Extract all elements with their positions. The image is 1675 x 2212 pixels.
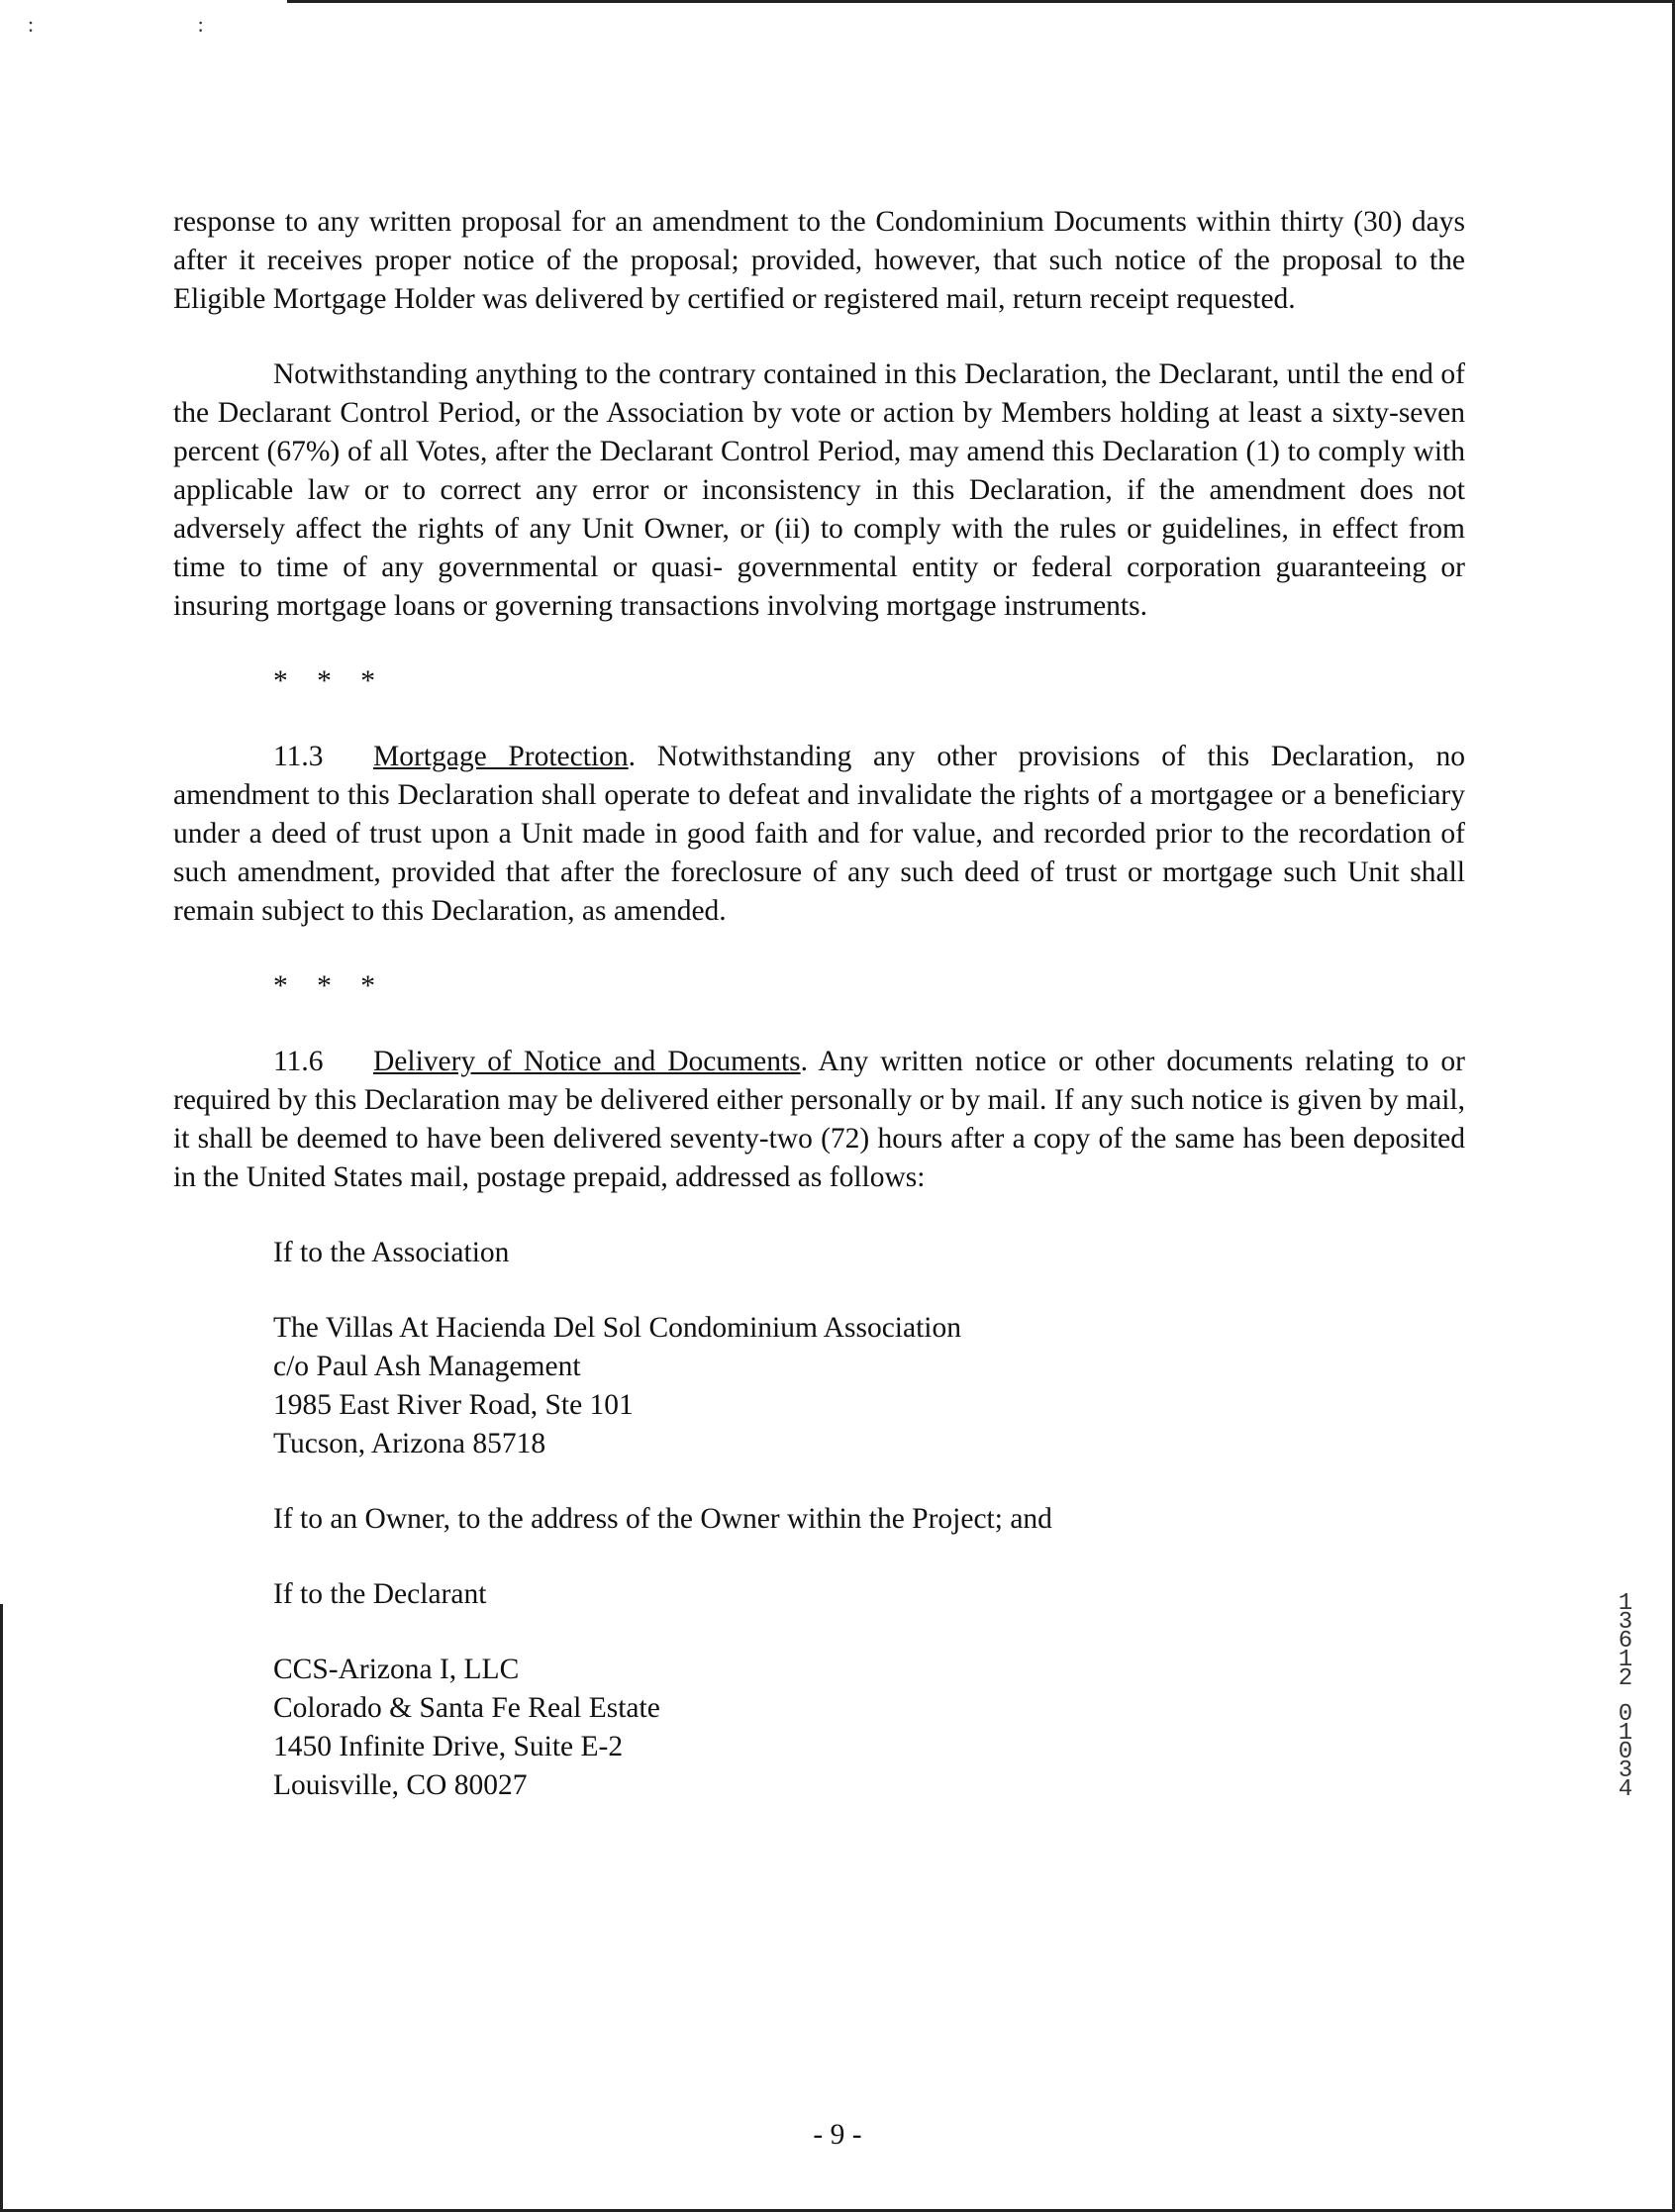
section-title: Delivery of Notice and Documents [373, 1046, 801, 1077]
bates-digit: 1 [1618, 1590, 1633, 1617]
bates-digit: 1 [1618, 1720, 1633, 1747]
address-line: 1985 East River Road, Ste 101 [273, 1389, 634, 1421]
bates-digit: 0 [1618, 1701, 1633, 1728]
bates-digit: 2 [1618, 1665, 1633, 1692]
address-line: Colorado & Santa Fe Real Estate [273, 1692, 660, 1724]
address-line: Tucson, Arizona 85718 [273, 1428, 546, 1459]
paragraph-continuation: response to any written proposal for an amendment to the Condominium Documents within thirty (30) days after it receives proper notice of the proposal; provided, however, that such notice of the proposal to the Eligible Mortgage Holder was delivered by certified or registered mail, return receipt requested. [173, 206, 1465, 315]
scan-edge-top [287, 0, 1675, 3]
section-number: 11.6 [273, 1046, 324, 1077]
page-number: - 9 - [813, 2119, 862, 2151]
section-11-3 [173, 738, 1465, 931]
scan-marks: : : [28, 12, 283, 37]
declarant-heading: If to the Declarant [273, 1578, 487, 1610]
bates-digit: 3 [1618, 1758, 1633, 1784]
section-text: . Notwithstanding any other provisions of this Declaration, no amendment to this Declaration shall operate to defeat and invalidate the rights of a mortgagee or a beneficiary under a deed of trust upon a Unit made in good faith and for value, and recorded prior to the recordation of such amendment, provided that after the foreclosure of any such deed of trust or mortgage such Unit shall remain subject to this Declaration, as amended. [173, 741, 1465, 927]
section-text: . Any written notice or other documents relating to or required by this Declaration may be delivered either personally or by mail. If any such notice is given by mail, it shall be deemed to have been delivered seventy-two (72) hours after a copy of the same has been deposited in the United States mail, postage prepaid, addressed as follows: [173, 1046, 1465, 1193]
omission-separator: * * * [273, 970, 375, 1002]
omission-separator: * * * [273, 665, 375, 697]
address-line: The Villas At Hacienda Del Sol Condominium Association [273, 1312, 961, 1344]
address-line: Louisville, CO 80027 [273, 1769, 528, 1801]
association-address [273, 1309, 1465, 1463]
document-body [173, 203, 1465, 1842]
bates-digit: 4 [1618, 1776, 1633, 1803]
section-number: 11.3 [273, 741, 324, 772]
address-line: 1450 Infinite Drive, Suite E-2 [273, 1731, 624, 1762]
declarant-address [273, 1651, 1465, 1805]
address-line: CCS-Arizona I, LLC [273, 1654, 520, 1685]
section-title: Mortgage Protection [373, 741, 629, 772]
association-heading: If to the Association [273, 1237, 510, 1268]
section-11-6 [173, 1043, 1465, 1197]
bates-digit: 0 [1618, 1739, 1633, 1765]
bates-digit: 1 [1618, 1647, 1633, 1673]
bates-number [1612, 1590, 1639, 1803]
bates-digit: 3 [1618, 1609, 1633, 1636]
paragraph-amendment-authority: Notwithstanding anything to the contrary contained in this Declaration, the Declarant, until the end of the Declarant Control Period, or the Association by vote or action by Members holding at least a sixty-seven percent (67%) of all Votes, after the Declarant Control Period, may amend this Declaration (1) to comply with applicable law or to correct any error or inconsistency in this Declaration, if the amendment does not adversely affect the rights of any Unit Owner, or (ii) to comply with the rules or guidelines, in effect from time to time of any governmental or quasi- governmental entity or federal corporation guaranteeing or insuring mortgage loans or governing transactions involving mortgage instruments. [173, 358, 1465, 622]
bates-digit: 6 [1618, 1628, 1633, 1655]
owner-notice-line: If to an Owner, to the address of the Owner within the Project; and [273, 1503, 1052, 1535]
address-line: c/o Paul Ash Management [273, 1351, 581, 1382]
